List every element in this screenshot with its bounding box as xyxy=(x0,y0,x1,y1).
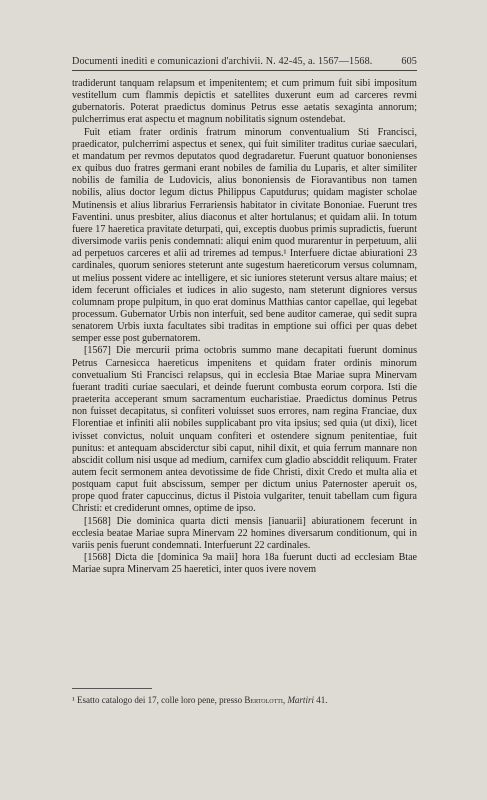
running-title: Documenti inediti e comunicazioni d'archivii. N. 42-45, a. 1567—1568. xyxy=(72,56,373,67)
footnote-author: Bertolotti, xyxy=(244,695,286,705)
paragraph: tradiderunt tanquam relapsum et impenitentem; et cum primum fuit sibi impositum vestitellum cum flammis depictis et satellites duxerunt eum ad carceres revmi gubernatoris. Poterat praedictus dominus Petrus esse aetatis sexaginta annorum; pulcherrimus erat aspectu et magnum nobilitatis signum ostendebat. xyxy=(72,78,417,126)
running-header xyxy=(72,56,417,67)
paragraph: [1567] Die mercurii prima octobris summo mane decapitati fuerunt dominus Petrus Carnesicca haereticus impenitens et quidam frater ordinis minorum convetualium Sti Francisci relapsus, qui in ecclesia Btae Mariae supra Minervam fuerant traditi curiae saeculari, et deinde fuerunt combusta eorum corpora. Isti die praeterita acceperant smum sacramentum eucharistiae. Praedictus dominus Petrus non fuisset decapitatus, si confiteri voluisset suos errores, nam regina Franciae, dux Florentiae et infiniti alii nobiles supplicabant pro vita ipsius; sed quia (ut dixi), licet ivisset convictus, noluit unquam confiteri et ostendere signum penitentiae, fuit punitus: et antequam absciderctur sibi caput, nihil dixit, et quia ferrum mannare non abscidit collum nisi usque ad medium, carnifex cum gladio absciddit reliquum. Frater autem fecit sermonem antea devotissime de fide Christi, dixit Credo et multa alia et postquam caput fuit abscissum, semper per dictum unius Paternoster aperuit os, prope quod frater capuccinus, dictus il Pistoia vulgariter, tenuit tabellam cum figura Christi: et crediderunt omnes, optime de ipso. xyxy=(72,345,417,515)
footnote-text: Esatto catalogo dei 17, colle loro pene, presso xyxy=(76,695,243,705)
footnote-rule xyxy=(72,688,152,689)
paragraph: [1568] Dicta die [dominica 9a maii] hora 18a fuerunt ducti ad ecclesiam Btae Mariae supra Minervam 25 haeretici, inter quos ivere novem xyxy=(72,552,417,576)
body-text xyxy=(72,78,417,576)
footnote xyxy=(72,695,417,705)
footnote-marker: ¹ xyxy=(72,695,75,705)
footnote-page: 41. xyxy=(316,695,328,705)
footnote-work: Martiri xyxy=(287,695,314,705)
paragraph: Fuit etiam frater ordinis fratrum minorum conventualium Sti Francisci, praedicator, pulcherrimi aspectus et senex, qui fuit similiter traditus curiae saeculari, et mandatum per revmos deputatos quod degradaretur. Fuerunt quatuor bononienses ex quibus duo fratres germani erant nobiles de familia du Luparis, et alter similiter nobilis de familia de Ludovicis, alius bononiensis de Fioravantibus non tamen nobilis, alius doctor legum dictus Philippus Caputdurus; quidam magister scholae Mutinensis et alius librarius Ferrariensis habitator in civitate Bononiae. Fuerunt tres Faventini. unus presbiter, alius diaconus et alter hortulanus; et quidam alii. In totum fuere 17 haeretica pravitate deturpati, qui, exceptis duobus primis supradictis, fuerunt diversimode variis penis condemnati: aliqui enim quod murarentur in perpetuum, alii ad perpetuos carceres et alii ad triremes ad tempus.¹ Interfuere dictae abiurationi 23 cardinales, quorum seniores steterunt ante sugestum haereticorum versus columnam, ut melius possent videre ac intelligere, et sic iuniores steterunt versus altare maius; et idem fecerunt officiales et iudices in alio sugesto, nam steterunt digniores versus columnam prope pulpitum, in quo erat dominus Matthias cantor capellae, qui legebat processum. Gubernator Urbis non interfuit, sed bene auditor camerae, qui sedit supra senatorem Urbis iuxta facultates sibi traditas in emptione sui offici per quas debet semper esse post gubernatorem. xyxy=(72,126,417,345)
header-rule xyxy=(72,70,417,71)
paragraph: [1568] Die dominica quarta dicti mensis [ianuarii] abiurationem fecerunt in ecclesia beatae Mariae supra Minervam 22 homines diversarum conditionum, qui in variis penis fuerunt condemnati. Interfuerunt 22 cardinales. xyxy=(72,515,417,551)
page-number: 605 xyxy=(401,56,417,67)
